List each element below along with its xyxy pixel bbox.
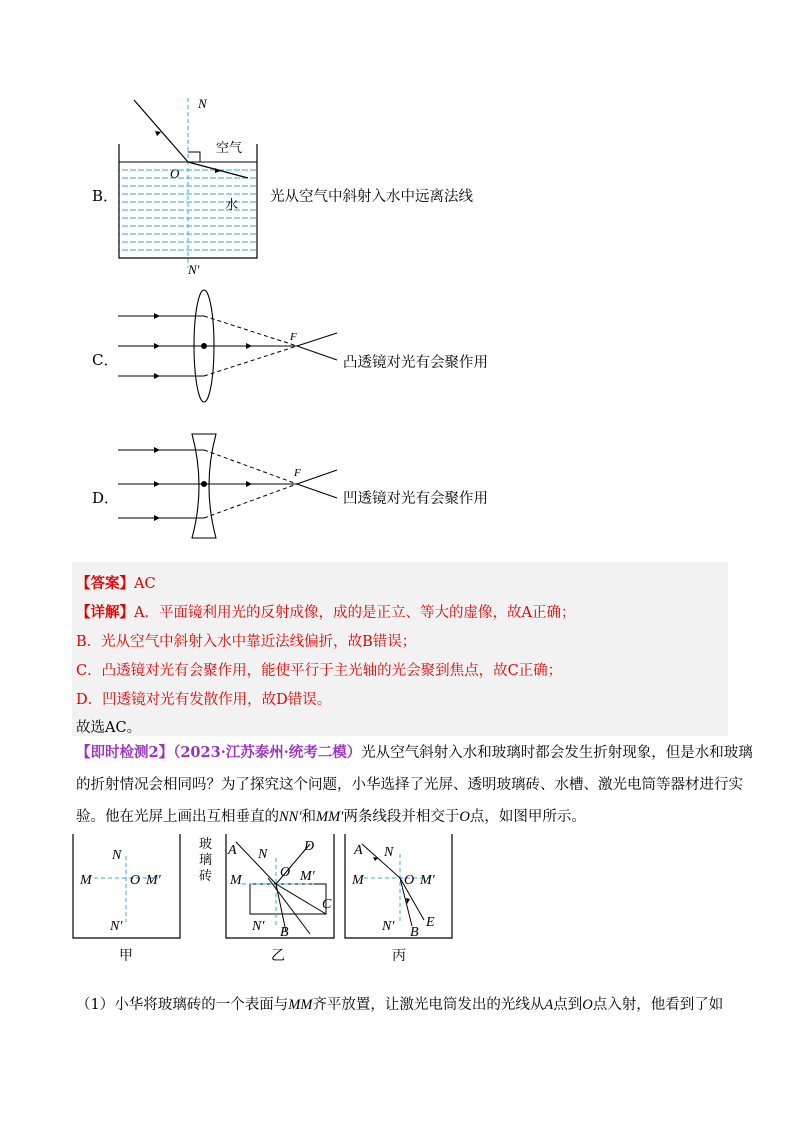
question-source: （2023·江苏泰州·统考二模） [173, 744, 362, 761]
focus-label-d: F [294, 467, 301, 479]
arrow-middle [154, 481, 160, 487]
bing-b: B [410, 925, 419, 940]
figure-bing [344, 834, 456, 962]
arrow-bottom [154, 515, 160, 521]
ray-extension [268, 878, 310, 934]
detail-line-a [76, 601, 575, 622]
optical-center [201, 481, 207, 487]
figure-jia [72, 834, 184, 962]
focus-label-c: F [290, 331, 297, 343]
label-air: 空气 [216, 140, 243, 155]
answer-value: AC [134, 576, 156, 592]
arrow-middle [154, 343, 160, 349]
right-angle-mark [188, 152, 200, 162]
ray-top-refracted [204, 316, 297, 346]
bing-n: N [384, 845, 394, 860]
ray-bottom-refracted [204, 484, 297, 518]
question-line-1 [76, 746, 753, 761]
q3-mm: MM′ [316, 809, 344, 825]
answer-line [76, 572, 156, 593]
ray-top-extended [297, 470, 337, 484]
sub1-mm: MM [288, 997, 313, 1013]
answer-tag: 【答案】 [76, 575, 134, 592]
q3-part-c: 两条线段并相交于 [343, 809, 460, 825]
label-o: O [170, 166, 180, 181]
ray-top-refracted [204, 450, 297, 484]
incident-arrow [155, 131, 161, 136]
yi-m-prime: M′ [300, 869, 315, 884]
sub1-part-b: 齐平放置，让激光电筒发出的光线从 [312, 997, 545, 1013]
detail-line-c: C．凸透镜对光有会聚作用，能使平行于主光轴的光会聚到焦点，故C正确； [76, 663, 563, 679]
option-d-label: D． [92, 489, 120, 507]
bing-a: A [354, 843, 363, 858]
option-c-caption: 凸透镜对光有会聚作用 [343, 355, 488, 371]
ray-top-extended [297, 333, 337, 346]
bing-caption: 丙 [392, 949, 406, 962]
arrow-middle-right [246, 343, 252, 349]
option-d-caption: 凹透镜对光有会聚作用 [343, 491, 488, 507]
sub1-a: A [544, 997, 554, 1013]
jia-n-prime: N′ [110, 919, 123, 934]
jia-m: M [80, 873, 92, 888]
bing-o: O [404, 873, 415, 888]
arrow-bottom [154, 373, 160, 379]
jia-o: O [130, 873, 141, 888]
question-line-2: 的折射情况会相同吗？为了探究这个问题，小华选择了光屏、透明玻璃砖、水槽、激光电筒等器材进行实 [76, 777, 743, 793]
yi-m: M [230, 873, 242, 888]
yi-c: C [322, 897, 332, 912]
ray-ao [236, 842, 276, 884]
yi-glass-3: 砖 [199, 868, 213, 883]
bing-m: M [352, 873, 364, 888]
ray-bottom-refracted [204, 346, 297, 376]
sub1-part-d: 点入射，他看到了如 [592, 997, 724, 1013]
q3-part-d: 点，如图甲所示。 [469, 809, 586, 825]
yi-caption: 乙 [271, 949, 285, 962]
detail-text-a: A．平面镜利用光的反射成像，成的是正立、等大的虚像，故A正确； [134, 605, 576, 621]
yi-glass-1: 玻 [199, 836, 213, 851]
arrow-top [154, 447, 160, 453]
detail-line-d: D．凹透镜对光有发散作用，故D错误。 [76, 692, 332, 708]
yi-n: N [258, 847, 268, 862]
q3-o: O [459, 809, 470, 825]
q3-part-a: 验。他在光屏上画出互相垂直的 [76, 809, 279, 825]
optical-center [201, 343, 207, 349]
ray-ao [362, 844, 400, 878]
yi-o: O [280, 865, 291, 880]
bing-m-prime: M′ [420, 873, 435, 888]
sub-question-1 [76, 998, 723, 1013]
bing-e: E [426, 915, 435, 930]
option-b-label: B． [92, 187, 119, 205]
glass-brick [250, 884, 326, 914]
detail-tag: 【详解】 [76, 604, 134, 621]
label-n: N [198, 96, 207, 111]
yi-glass-2: 璃 [199, 852, 213, 867]
bing-n-prime: N′ [382, 919, 395, 934]
yi-n-prime: N′ [252, 919, 265, 934]
incident-ray [134, 100, 188, 162]
conclusion-line: 故选AC。 [76, 720, 142, 736]
jia-m-prime: M′ [146, 873, 161, 888]
yi-a: A [228, 843, 237, 858]
sub1-part-a: （1）小华将玻璃砖的一个表面与 [76, 997, 289, 1013]
concave-lens-figure [112, 428, 342, 546]
sub1-part-c: 点到 [553, 997, 583, 1013]
ray-bottom-extended [297, 346, 337, 360]
option-c-label: C． [92, 351, 119, 369]
convex-lens-figure [112, 288, 342, 408]
yi-d: D [304, 839, 315, 854]
sub1-o: O [582, 997, 593, 1013]
jia-caption: 甲 [119, 949, 133, 962]
q3-nn: NN′ [279, 809, 302, 825]
jia-n: N [112, 848, 122, 863]
question-tag: 【即时检测2】 [76, 744, 174, 761]
question-line-3 [76, 810, 586, 825]
figure-yi [196, 834, 336, 962]
yi-b: B [280, 925, 289, 940]
label-n-prime: N′ [188, 262, 200, 274]
label-water: 水 [225, 197, 239, 212]
ray-bottom-extended [297, 484, 337, 498]
arrow-top [154, 313, 160, 319]
detail-line-b: B．光从空气中斜射入水中靠近法线偏折，故B错误； [76, 634, 417, 650]
water-refraction-figure [108, 88, 268, 274]
question-text-1: 光从空气斜射入水和玻璃时都会发生折射现象，但是水和玻璃 [361, 745, 753, 761]
option-b-caption: 光从空气中斜射入水中远离法线 [270, 189, 473, 205]
arrow-middle-right [246, 481, 252, 487]
q3-part-b: 和 [301, 809, 317, 825]
